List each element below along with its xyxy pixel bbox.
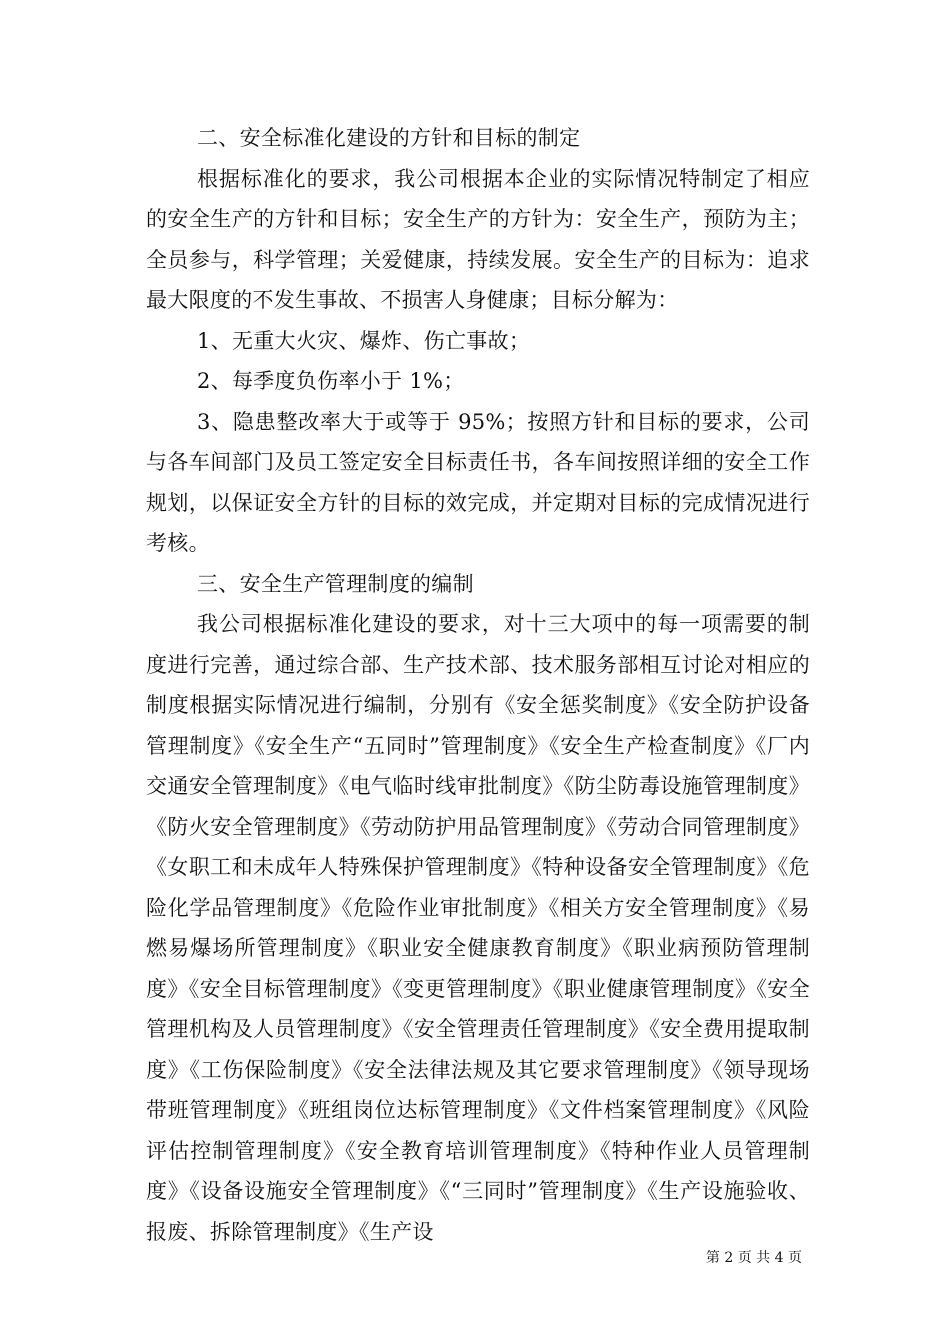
document-body (146, 118, 810, 1252)
goal-item-1: 1、无重大火灾、爆炸、伤亡事故； (197, 328, 531, 353)
management-systems-paragraph: 我公司根据标准化建设的要求，对十三大项中的每一项需要的制度进行完善，通过综合部、生产技术部、技术服务部相互讨论对相应的制度根据实际情况进行编制，分别有《安全惩奖制度》《安全防护设备管理制度》《安全生产“五同时”管理制度》《安全生产检查制度》《厂内交通安全管理制度》《电气临时线审批制度》《防尘防毒设施管理制度》《防火安全管理制度》《劳动防护用品管理制度》《劳动合同管理制度》《女职工和未成年人特殊保护管理制度》《特种设备安全管理制度》《危险化学品管理制度》《危险作业审批制度》《相关方安全管理制度》《易燃易爆场所管理制度》《职业安全健康教育制度》《职业病预防管理制度》《安全目标管理制度》《变更管理制度》《职业健康管理制度》《安全管理机构及人员管理制度》《安全管理责任管理制度》《安全费用提取制度》《工伤保险制度》《安全法律法规及其它要求管理制度》《领导现场带班管理制度》《班组岗位达标管理制度》《文件档案管理制度》《风险评估控制管理制度》《安全教育培训管理制度》《特种作业人员管理制度》《设备设施安全管理制度》《“三同时”管理制度》《生产设施验收、报废、拆除管理制度》《生产设 (146, 612, 810, 1244)
policy-paragraph: 根据标准化的要求，我公司根据本企业的实际情况特制定了相应的安全生产的方针和目标；安全生产的方针为：安全生产，预防为主；全员参与，科学管理；关爱健康，持续发展。安全生产的目标为：追求最大限度的不发生事故、不损害人身健康；目标分解为： (146, 166, 810, 312)
section-heading-policy-goals: 二、安全标准化建设的方针和目标的制定 (197, 126, 581, 150)
goal-item-3: 3、隐患整改率大于或等于 95%；按照方针和目标的要求，公司与各车间部门及员工签定安全目标责任书，各车间按照详细的安全工作规划，以保证安全方针的目标的效完成，并定期对目标的完成情况进行考核。 (146, 409, 810, 555)
page-number-footer: 第 2 页 共 4 页 (705, 1250, 802, 1266)
section-heading-management-systems: 三、安全生产管理制度的编制 (197, 571, 474, 596)
goal-item-2: 2、每季度负伤率小于 1%； (197, 369, 465, 393)
